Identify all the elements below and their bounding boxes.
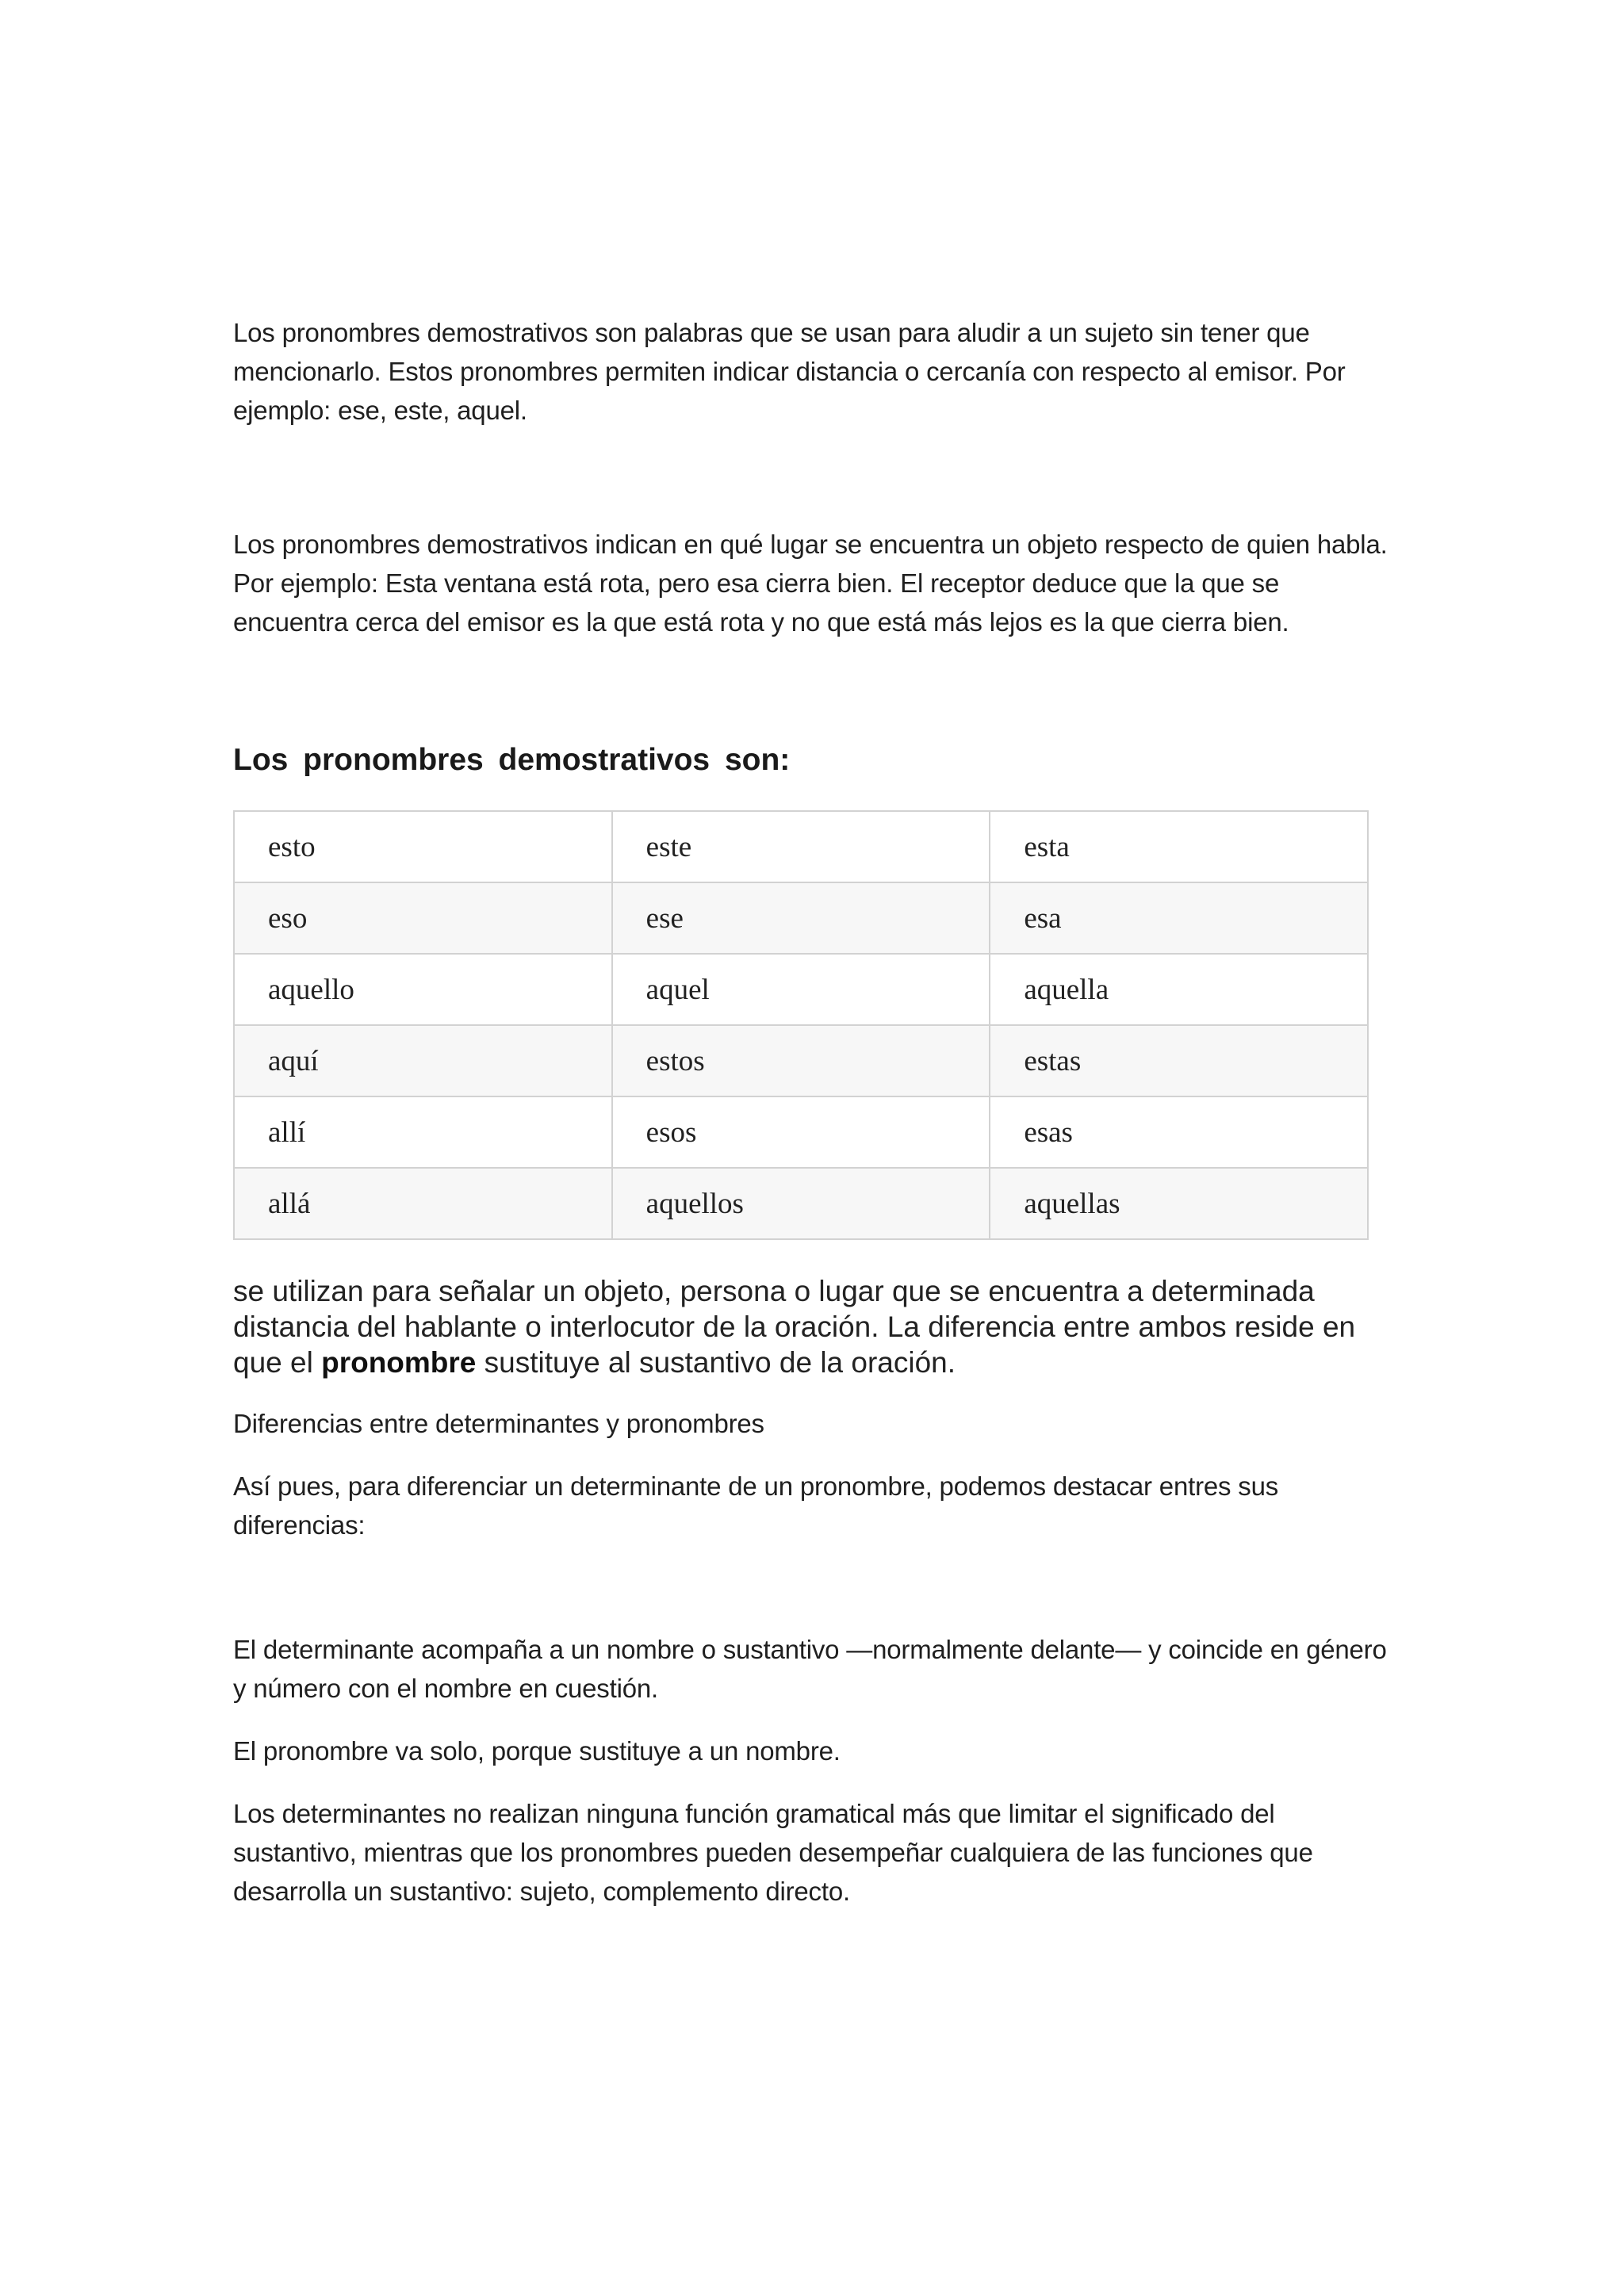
table-cell: estos: [612, 1025, 990, 1096]
table-cell: allá: [234, 1168, 612, 1239]
table-cell: aquellas: [990, 1168, 1368, 1239]
table-cell: aquí: [234, 1025, 612, 1096]
table-cell: esas: [990, 1096, 1368, 1168]
difference-point-determinant: El determinante acompaña a un nombre o sustantivo —normalmente delante— y coincide en género y número con el nombre en cuestión.: [233, 1635, 1387, 1703]
differences-title: Diferencias entre determinantes y pronombres: [233, 1409, 764, 1438]
table-row: [234, 1025, 1368, 1096]
table-cell: allí: [234, 1096, 612, 1168]
table-cell: estas: [990, 1025, 1368, 1096]
table-cell: este: [612, 811, 990, 882]
table-row: [234, 954, 1368, 1025]
usage-bold-term: pronombre: [321, 1346, 477, 1379]
table-cell: eso: [234, 882, 612, 954]
table-cell: ese: [612, 882, 990, 954]
demonstratives-table: [233, 810, 1369, 1240]
document-body: [233, 313, 1399, 1911]
table-cell: aquel: [612, 954, 990, 1025]
location-paragraph: Los pronombres demostrativos indican en qué lugar se encuentra un objeto respecto de quien habla. Por ejemplo: Esta ventana está rota, pero esa cierra bien. El receptor deduce que la que se encuentra cerca del emisor es la que está rota y no que está más lejos es la que cierra bien.: [233, 530, 1388, 637]
table-cell: aquellos: [612, 1168, 990, 1239]
table-row: [234, 1168, 1368, 1239]
differences-intro: Así pues, para diferenciar un determinante de un pronombre, podemos destacar entres sus diferencias:: [233, 1471, 1279, 1540]
usage-text-after: sustituye al sustantivo de la oración.: [476, 1346, 956, 1379]
intro-paragraph: Los pronombres demostrativos son palabras que se usan para aludir a un sujeto sin tener que mencionarlo. Estos pronombres permiten indicar distancia o cercanía con respecto al emisor. Por ejemplo: ese, este, aquel.: [233, 318, 1346, 425]
section-heading: Los pronombres demostrativos son:: [233, 743, 791, 777]
usage-text-before: se utilizan para señalar un objeto, persona o lugar que se encuentra a determinada distancia del hablante o interlocutor de la oración. La diferencia entre ambos reside en que el: [233, 1275, 1356, 1379]
difference-point-function: Los determinantes no realizan ninguna función gramatical más que limitar el significado del sustantivo, mientras que los pronombres pueden desempeñar cualquiera de las funciones que desarrolla un sustantivo: sujeto, complemento directo.: [233, 1799, 1313, 1906]
table-cell: aquella: [990, 954, 1368, 1025]
table-cell: esa: [990, 882, 1368, 954]
table-row: [234, 1096, 1368, 1168]
table-row: [234, 811, 1368, 882]
table-cell: esos: [612, 1096, 990, 1168]
table-cell: esta: [990, 811, 1368, 882]
difference-point-pronoun: El pronombre va solo, porque sustituye a un nombre.: [233, 1736, 841, 1766]
table-cell: aquello: [234, 954, 612, 1025]
table-row: [234, 882, 1368, 954]
usage-paragraph: [233, 1273, 1399, 1380]
table-cell: esto: [234, 811, 612, 882]
